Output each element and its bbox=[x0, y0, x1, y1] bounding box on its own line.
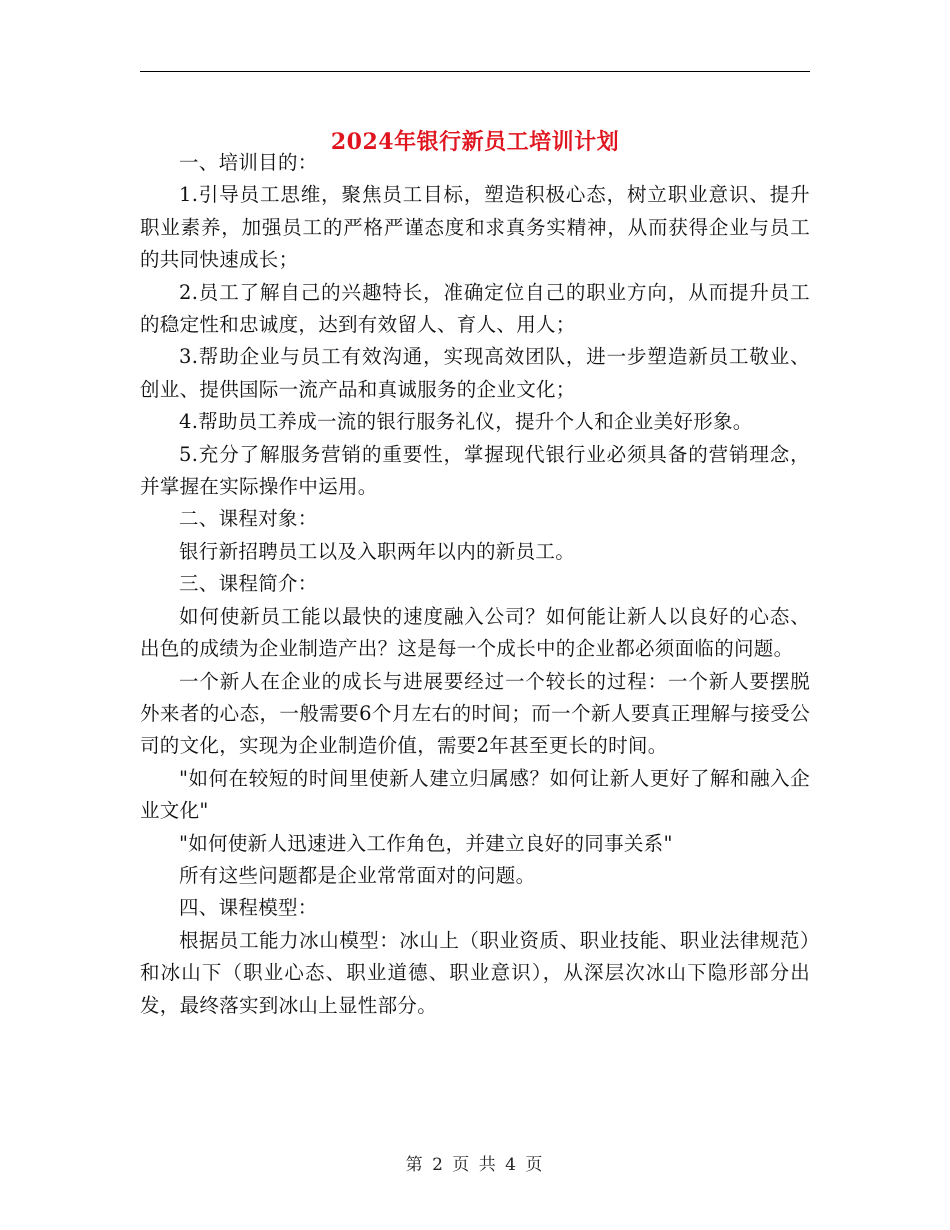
intro-summary: 所有这些问题都是企业常常面对的问题。 bbox=[179, 863, 536, 887]
section-heading-purpose: 一、培训目的： bbox=[179, 151, 318, 174]
audience-text: 银行新招聘员工以及入职两年以内的新员工。 bbox=[179, 539, 576, 563]
intro-quote-1: "如何在较短的时间里使新人建立归属感？如何让新人更好了解和融入企业文化" bbox=[140, 766, 810, 823]
page-number: 第 2 页 共 4 页 bbox=[405, 1155, 545, 1175]
purpose-item-2: 2.员工了解自己的兴趣特长，准确定位自己的职业方向，从而提升员工的稳定性和忠诚度，达到有效留人、育人、用人； bbox=[140, 280, 810, 337]
intro-paragraph-2: 一个新人在企业的成长与进展要经过一个较长的过程：一个新人要摆脱外来者的心态，一般需要6个月左右的时间；而一个新人要真正理解与接受公司的文化，实现为企业制造价值，需要2年甚至更长的时间。 bbox=[140, 669, 810, 758]
purpose-item-1: 1.引导员工思维，聚焦员工目标，塑造积极心态，树立职业意识、提升职业素养，加强员工的严格严谨态度和求真务实精神，从而获得企业与员工的共同快速成长； bbox=[140, 183, 810, 272]
purpose-item-5: 5.充分了解服务营销的重要性，掌握现代银行业必须具备的营销理念，并掌握在实际操作中运用。 bbox=[140, 442, 810, 499]
document-body bbox=[140, 147, 810, 1022]
header-rule bbox=[140, 71, 810, 72]
section-heading-audience: 二、课程对象： bbox=[179, 507, 318, 531]
intro-quote-2: "如何使新人迅速进入工作角色，并建立良好的同事关系" bbox=[179, 831, 673, 855]
section-heading-intro: 三、课程简介： bbox=[179, 572, 318, 596]
purpose-item-3: 3.帮助企业与员工有效沟通，实现高效团队，进一步塑造新员工敬业、创业、提供国际一流产品和真诚服务的企业文化； bbox=[140, 345, 810, 401]
purpose-item-4: 4.帮助员工养成一流的银行服务礼仪，提升个人和企业美好形象。 bbox=[179, 410, 753, 434]
document-title: 2024年银行新员工培训计划 bbox=[330, 128, 620, 155]
section-heading-model: 四、课程模型： bbox=[179, 896, 318, 920]
model-paragraph: 根据员工能力冰山模型：冰山上（职业资质、职业技能、职业法律规范）和冰山下（职业心态、职业道德、职业意识），从深层次冰山下隐形部分出发，最终落实到冰山上显性部分。 bbox=[140, 928, 810, 1017]
intro-paragraph-1: 如何使新员工能以最快的速度融入公司？如何能让新人以良好的心态、出色的成绩为企业制造产出？这是每一个成长中的企业都必须面临的问题。 bbox=[140, 604, 810, 661]
